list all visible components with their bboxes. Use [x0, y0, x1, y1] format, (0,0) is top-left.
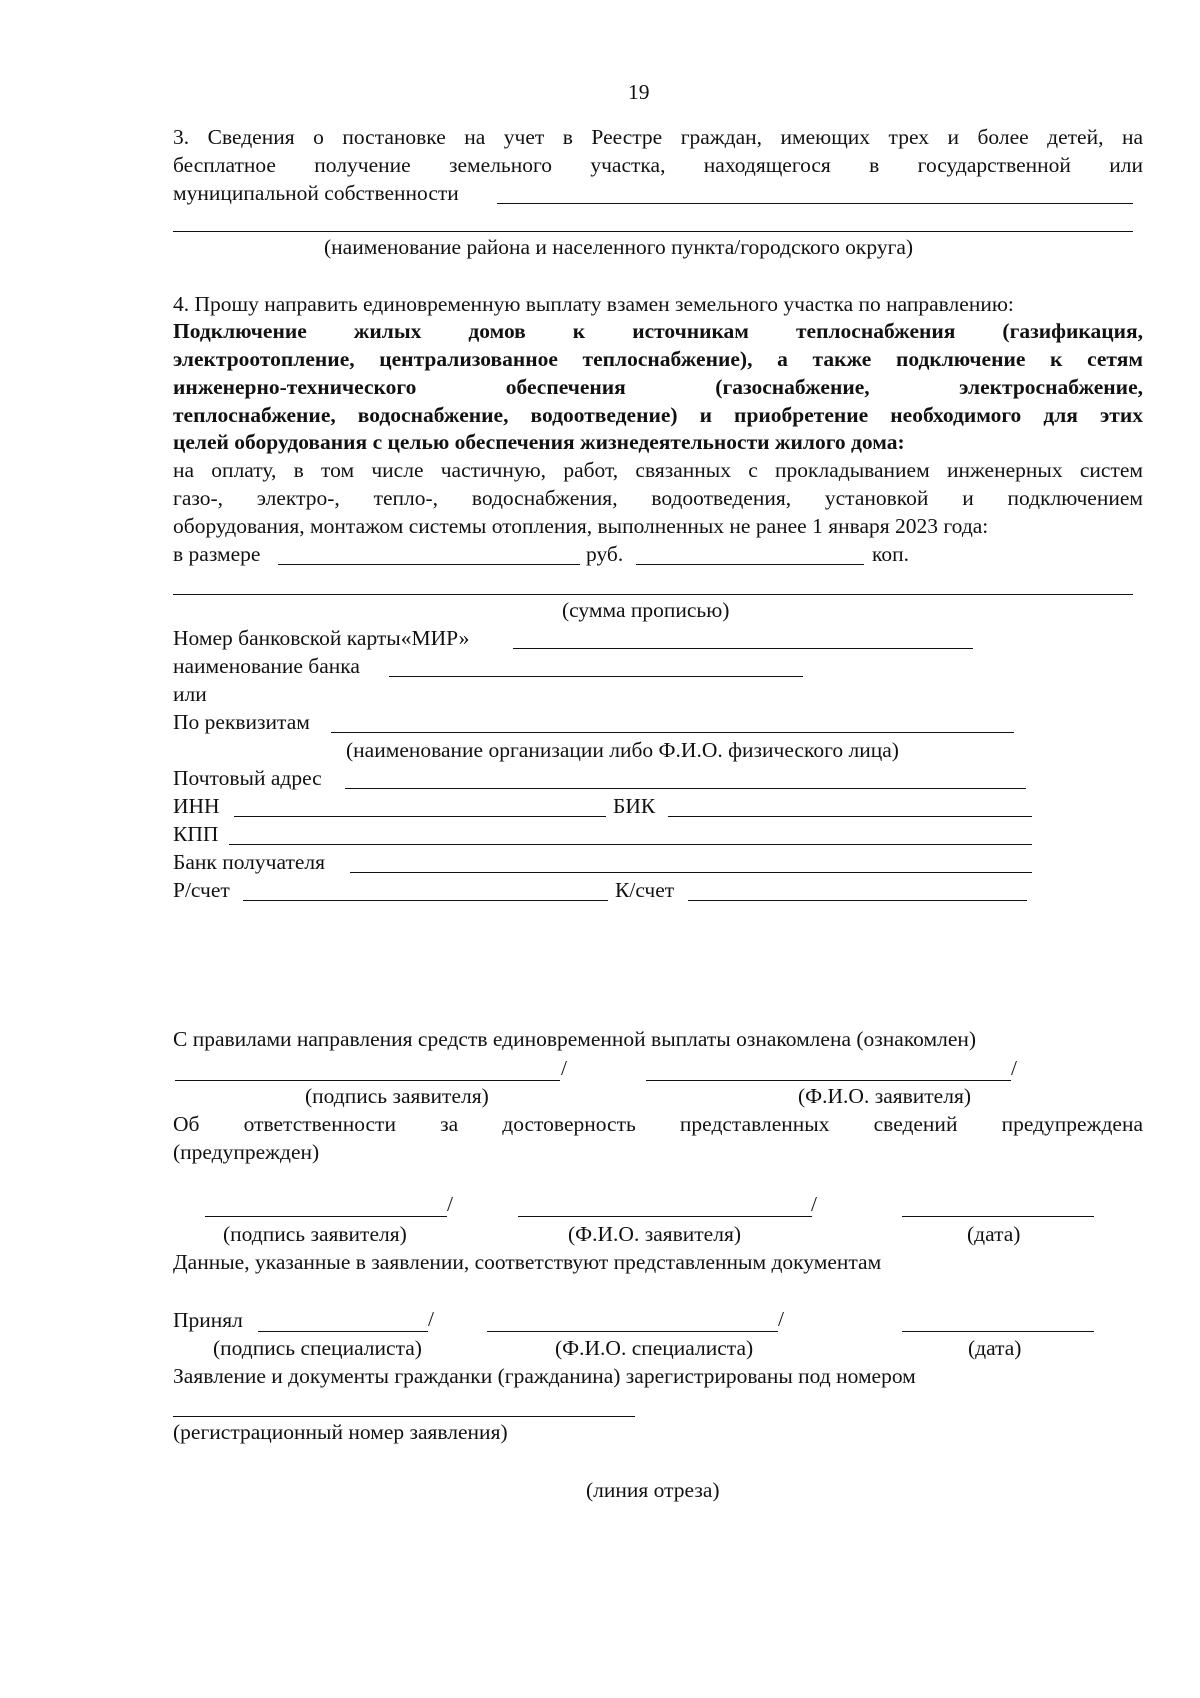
slash-separator: / — [428, 1307, 434, 1331]
requisites-label: По реквизитам — [173, 710, 310, 734]
postal-address-label: Почтовый адрес — [173, 766, 322, 790]
direction-text-line: оборудования, монтажом системы отопления, выполненных не ранее 1 января 2023 года: — [173, 514, 989, 538]
section3-line1: 3. Сведения о постановке на учет в Реестре граждан, имеющих трех и более детей, на — [173, 125, 1143, 149]
specialist-signature-blank[interactable] — [258, 1331, 428, 1332]
bik-label: БИК — [613, 794, 656, 818]
slash-separator: / — [447, 1192, 453, 1216]
recipient-bank-blank[interactable] — [350, 872, 1032, 873]
specialist-fio-blank[interactable] — [487, 1331, 778, 1332]
slash-separator: / — [778, 1307, 784, 1331]
postal-address-blank[interactable] — [345, 788, 1026, 789]
district-caption: (наименование района и населенного пункта/городского округа) — [324, 235, 914, 259]
amount-rub-blank[interactable] — [278, 564, 580, 565]
responsibility-text-line2: (предупрежден) — [173, 1140, 320, 1164]
section3-line3: муниципальной собственности — [173, 181, 459, 205]
kpp-label: КПП — [173, 822, 219, 846]
recipient-bank-label: Банк получателя — [173, 850, 326, 874]
slash-separator: / — [1011, 1056, 1017, 1080]
inn-blank[interactable] — [234, 816, 606, 817]
accepted-label: Принял — [173, 1308, 243, 1332]
direction-bold-line: инженерно-технического обеспечения (газоснабжение, электроснабжение, — [173, 375, 1143, 399]
or-label: или — [173, 682, 207, 706]
bank-name-blank[interactable] — [389, 676, 803, 677]
specialist-fio-caption: (Ф.И.О. специалиста) — [555, 1336, 754, 1360]
amount-kop-blank[interactable] — [636, 564, 864, 565]
requisites-caption: (наименование организации либо Ф.И.О. физического лица) — [346, 738, 899, 762]
corr-account-label: К/счет — [615, 878, 675, 902]
cut-line-label: (линия отреза) — [586, 1478, 720, 1502]
data-match-text: Данные, указанные в заявлении, соответствуют представленным документам — [173, 1250, 882, 1274]
municipality-blank-line[interactable] — [497, 203, 1133, 204]
applicant-signature-blank[interactable] — [175, 1080, 560, 1081]
direction-bold-line: целей оборудования с целью обеспечения жизнедеятельности жилого дома: — [173, 430, 905, 454]
amount-words-blank[interactable] — [173, 594, 1133, 595]
direction-bold-line: теплоснабжение, водоснабжение, водоотведение) и приобретение необходимого для этих — [173, 403, 1143, 427]
acceptance-date-blank[interactable] — [902, 1331, 1094, 1332]
applicant-fio-caption: (Ф.И.О. заявителя) — [798, 1084, 971, 1108]
direction-text-line: газо-, электро-, тепло-, водоснабжения, водоотведения, установкой и подключением — [173, 486, 1143, 510]
card-number-blank[interactable] — [513, 648, 973, 649]
date-blank[interactable] — [902, 1216, 1094, 1217]
kpp-blank[interactable] — [229, 844, 1032, 845]
registration-number-caption: (регистрационный номер заявления) — [173, 1420, 508, 1444]
section3-line2: бесплатное получение земельного участка, находящегося в государственной или — [173, 153, 1143, 177]
applicant-fio-blank[interactable] — [646, 1080, 1011, 1081]
card-number-label: Номер банковской карты«МИР» — [173, 626, 470, 650]
bank-name-label: наименование банка — [173, 654, 360, 678]
direction-text-line: на оплату, в том числе частичную, работ, связанных с прокладыванием инженерных систем — [173, 458, 1143, 482]
corr-account-blank[interactable] — [688, 900, 1027, 901]
responsibility-text-line1: Об ответственности за достоверность представленных сведений предупреждена — [173, 1112, 1143, 1136]
page-number: 19 — [628, 80, 650, 104]
slash-separator: / — [561, 1056, 567, 1080]
direction-bold-line: Подключение жилых домов к источникам теплоснабжения (газификация, — [173, 319, 1143, 343]
rub-label: руб. — [586, 542, 624, 566]
amount-words-caption: (сумма прописью) — [562, 598, 730, 622]
section4-intro: 4. Прошу направить единовременную выплату взамен земельного участка по направлению: — [173, 292, 1014, 316]
applicant-signature-blank-2[interactable] — [205, 1216, 447, 1217]
account-label: Р/счет — [173, 878, 230, 902]
kop-label: коп. — [872, 542, 909, 566]
amount-label: в размере — [173, 542, 261, 566]
slash-separator: / — [811, 1192, 817, 1216]
applicant-signature-caption: (подпись заявителя) — [305, 1084, 489, 1108]
applicant-fio-caption-2: (Ф.И.О. заявителя) — [568, 1222, 741, 1246]
district-blank-line[interactable] — [173, 231, 1133, 232]
account-blank[interactable] — [243, 900, 608, 901]
applicant-fio-blank-2[interactable] — [518, 1216, 812, 1217]
registered-text: Заявление и документы гражданки (гражданина) зарегистрированы под номером — [173, 1364, 916, 1388]
registration-number-blank[interactable] — [173, 1416, 635, 1417]
date-caption: (дата) — [967, 1222, 1021, 1246]
acceptance-date-caption: (дата) — [968, 1336, 1022, 1360]
bik-blank[interactable] — [668, 816, 1032, 817]
requisites-blank[interactable] — [331, 732, 1014, 733]
direction-bold-line: электроотопление, централизованное теплоснабжение), а также подключение к сетям — [173, 347, 1143, 371]
inn-label: ИНН — [173, 794, 220, 818]
rules-acknowledgement-text: С правилами направления средств единовременной выплаты ознакомлена (ознакомлен) — [173, 1027, 977, 1051]
specialist-signature-caption: (подпись специалиста) — [213, 1336, 422, 1360]
applicant-signature-caption-2: (подпись заявителя) — [223, 1222, 407, 1246]
